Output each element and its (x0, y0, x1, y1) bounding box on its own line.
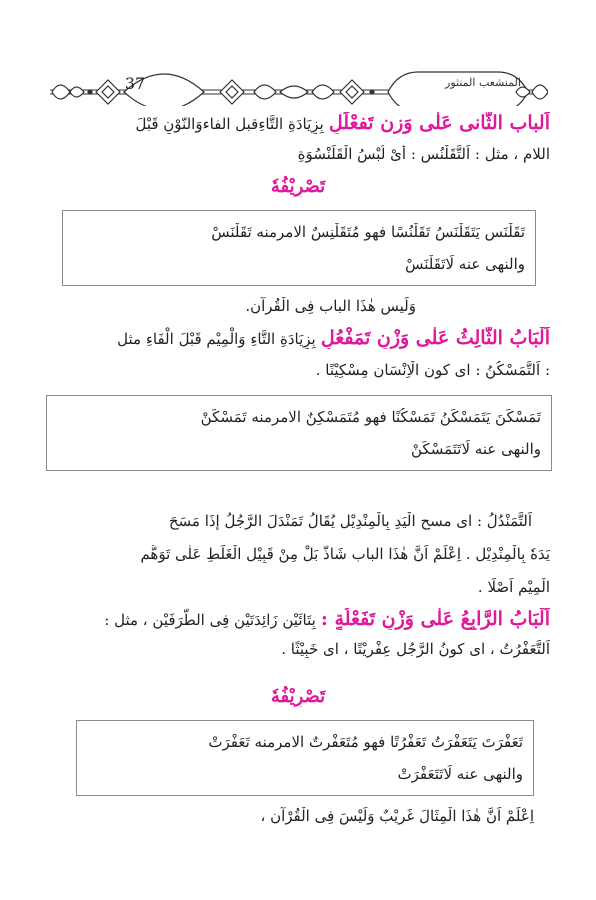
section2-note: وَلَيس هٰذَا الباب فِى الْقُرآنِ. (245, 297, 416, 315)
section2-heading: اَلباب الثّانى عَلٰى وَزن تَفعْلَلِ (328, 112, 550, 134)
section4-conjugation-box (76, 720, 534, 796)
section2-line1-text: بِزِيَادَةِ التَّاءِقبل الفاءوَالنّوْنِ قَبْلَ (135, 115, 324, 133)
section3-line1 (46, 327, 550, 349)
section3-para-line1: اَلتَّمَنْدُلُ : اى مسح الْيَدِ بِالْمِنْدِيْلِ يُقَالُ تَمَنْدَلَ الرَّجُلُ إِذَا مَسَحَ (168, 512, 532, 530)
section2-line2: اللام ، مثل : اَلتَّقَلْنُس : أَیْ لُبْسُ الْقَلَنْسُوَةِ (297, 145, 550, 163)
section3-para-line3: الْمِيْمِ اَصْلًا . (477, 578, 550, 596)
section4-line2: اَلتَّعَفْرُتُ ، اى كونُ الرَّجُلِ عِفْرِيْتًا ، اى خَبِيْثًا . (281, 640, 550, 658)
page-number: 37 (124, 74, 146, 93)
section4-box-line2: والنهى عنه لَاتَتَعَفْرَتْ (397, 765, 523, 783)
tasrif-label-text: تَصْرِيْفُهٗ (270, 176, 326, 197)
tasrif-label-text: تَصْرِيْفُهٗ (270, 686, 326, 707)
section3-conjugation-box (46, 395, 552, 471)
section3-box-line2: والنهى عنه لَاتَتَمَسْكَنْ (411, 440, 541, 458)
section2-box-line2: والنهى عنه لَاتَقَلْنَسْ (405, 255, 525, 273)
section3-heading: اَلْبَابُ الثَّالِثُ عَلٰى وَزْنِ تَمَفْعُلِ (320, 327, 550, 349)
section4-heading: اَلْبَابُ الرَّابِعُ عَلٰى وَزْنِ تَفَعْلُةٍ : (320, 608, 550, 630)
section2-tasrif-label (46, 176, 550, 197)
section3-para-line2: يَدَهٗ بِالْمِنْدِيْلِ . اِعْلَمْ اَنَّ هٰذَا الباب شَاذٌّ بَلْ مِنْ قَبِيْلِ الْغَلَطِ عَلٰى تَوَهُّمِ (140, 545, 550, 563)
section2-box-line1: تَقَلْنَس يَتَقَلْنَسُ تَقَلْنُسًا فهو مُتَقَلْنِسٌ الامرمنه تَقَلْنَسْ (211, 223, 525, 241)
section3-line2: : اَلتَّمَسْكُنُ : اى كون الْاِنْسَانِ مِسْكِيْنًا . (315, 361, 550, 379)
section4-tasrif-label (46, 686, 550, 707)
section3-box-line1: تَمَسْكَنَ يَتَمَسْكَنُ تَمَسْكُنًا فهو مُتَمَسْكِنٌ الامرمنه تَمَسْكَنْ (200, 408, 541, 426)
section3-line1-text: بِزِيَادَةِ التَّاءِ وَالْمِيْمِ قَبْلَ الْفَاءِ مثل (117, 330, 316, 348)
section4-line1 (46, 608, 550, 630)
running-title: المنشعب المنثور (445, 76, 521, 89)
section4-note: اِعْلَمْ اَنَّ هٰذَا الْمِثَالَ غَرِيْبٌ وَلَيْسَ فِى الْقُرْآنِ ، (260, 807, 534, 825)
section2-conjugation-box (62, 210, 536, 286)
section4-line1-text: بِتَائَيْنِ زَائِدَتَيْنِ فِى الطَّرَفَيْنِ ، مثل : (104, 611, 316, 629)
section2-line1 (46, 112, 550, 134)
section4-box-line1: تَعَفْرَتَ يَتَعَفْرَتُ تَعَفْرُتًا فهو مُتَعَفْرِتٌ الامرمنه تَعَفْرَتْ (208, 733, 523, 751)
page-header (50, 66, 548, 106)
